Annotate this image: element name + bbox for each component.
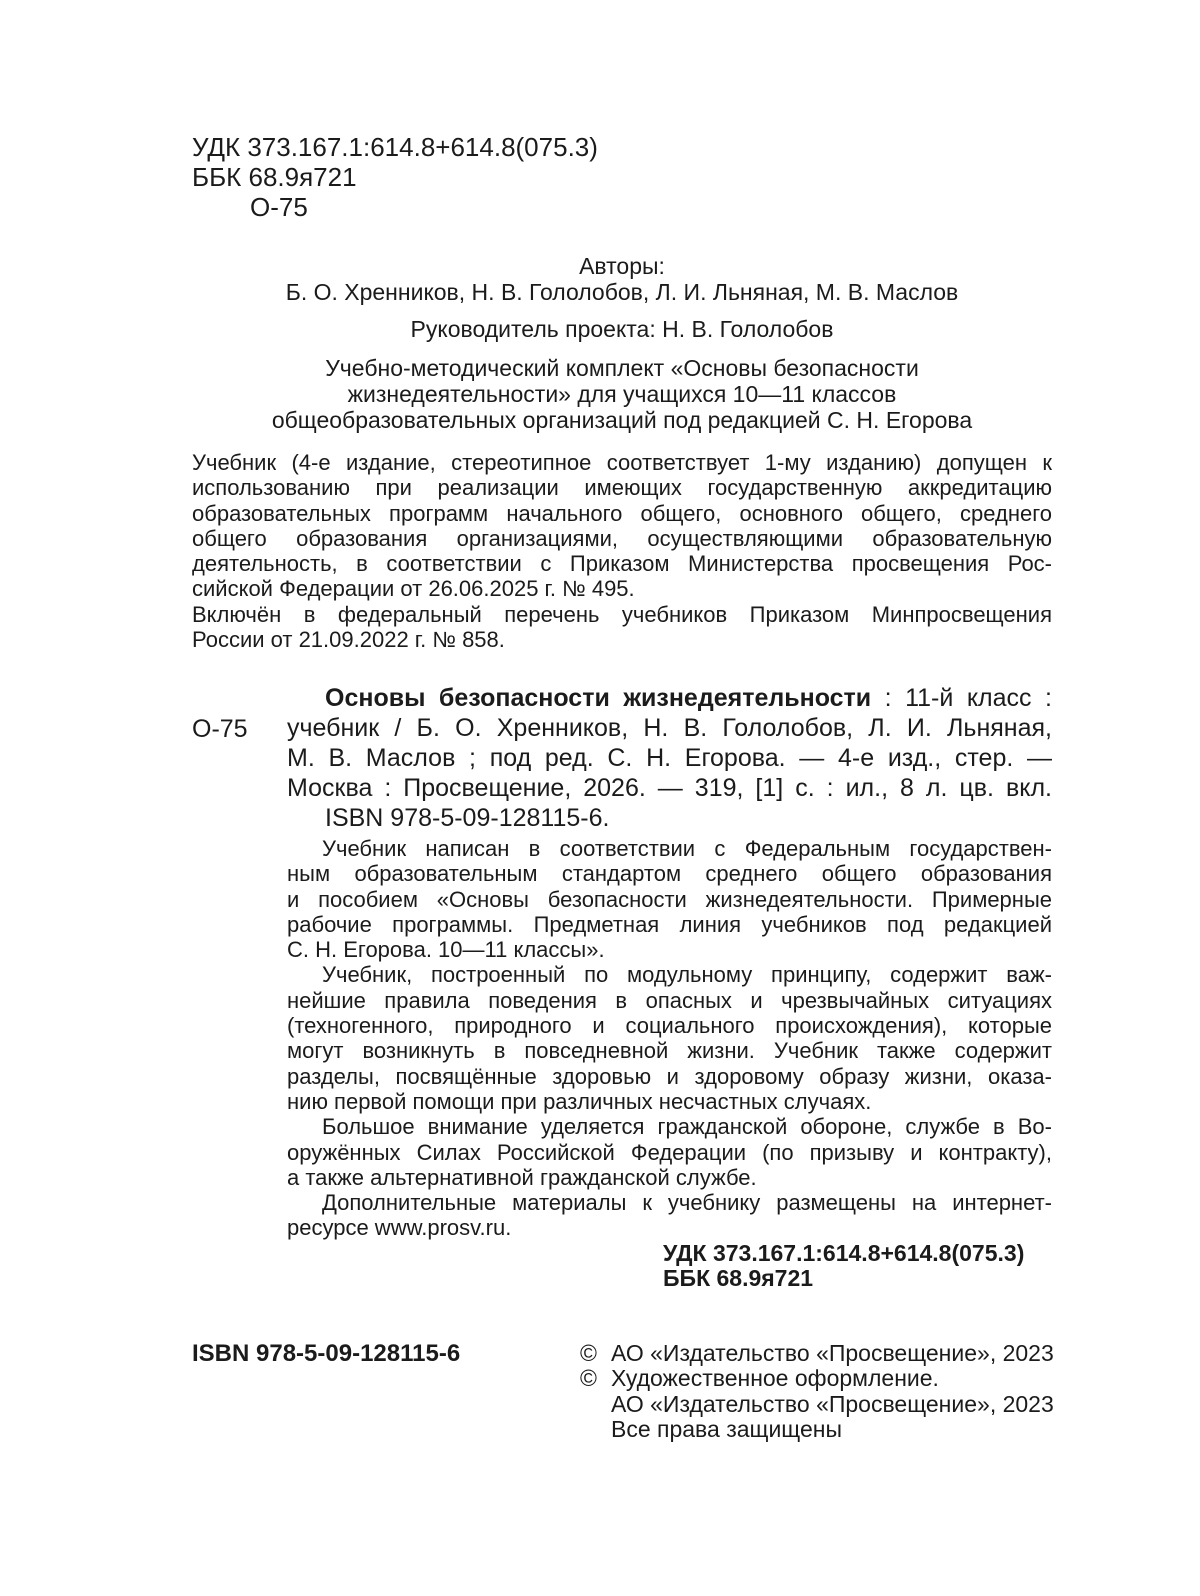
approval-line: общего образования организациями, осуществляющими образовательную xyxy=(192,525,1052,551)
approval-line: использованию при реализации имеющих государственную аккредитацию xyxy=(192,475,1052,501)
copyright-line xyxy=(580,1417,1054,1442)
udk-code-bold: УДК 373.167.1:614.8+614.8(075.3) xyxy=(663,1240,1025,1266)
copyright-line xyxy=(580,1341,1054,1366)
approval-line: Учебник (4-е издание, стереотипное соответствует 1-му изданию) допущен к xyxy=(192,450,1052,475)
copyright-line xyxy=(580,1366,1054,1391)
annotation-line: оружённых Силах Российской Федерации (по призыву и контракту), xyxy=(287,1139,1052,1165)
catalog-line: М. В. Маслов ; под ред. С. Н. Егорова. — 4-е изд., стер. — xyxy=(287,744,1052,772)
bbk-code-bold: ББК 68.9я721 xyxy=(663,1265,814,1292)
copyright-block xyxy=(580,1341,1054,1442)
copyright-symbol: © xyxy=(580,1340,597,1366)
copyright-symbol: © xyxy=(580,1365,597,1392)
annotation-line: могут возникнуть в повседневной жизни. Учебник также содержит xyxy=(287,1038,1052,1064)
copyright-text: АО «Издательство «Просвещение», 2023 xyxy=(611,1340,1054,1366)
annotation-line: а также альтернативной гражданской службе. xyxy=(287,1164,757,1190)
annotation-line: разделы, посвящённые здоровью и здоровому образу жизни, оказа- xyxy=(287,1063,1052,1089)
copyright-text: Все права защищены xyxy=(611,1415,842,1442)
umk-line: жизнедеятельности» для учащихся 10—11 классов xyxy=(347,381,897,407)
umk-line: Учебно-методический комплект «Основы безопасности xyxy=(325,355,919,381)
copyright-text: Художественное оформление. xyxy=(611,1365,939,1392)
annotation-line: (техногенного, природного и социального происхождения), которые xyxy=(287,1013,1052,1039)
catalog-line: Москва : Просвещение, 2026. — 319, [1] с. : ил., 8 л. цв. вкл. xyxy=(287,774,1052,802)
umk-line: общеобразовательных организаций под редакцией С. Н. Егорова xyxy=(271,407,973,433)
book-title: Основы безопасности жизнедеятельности xyxy=(325,684,872,712)
catalog-isbn: ISBN 978-5-09-128115-6. xyxy=(325,804,610,832)
catalog-card-code: О-75 xyxy=(192,715,248,743)
authors-names: Б. О. Хренников, Н. В. Гололобов, Л. И. Льняная, М. В. Маслов xyxy=(285,279,959,305)
annotation-line: ным образовательным стандартом среднего общего образования xyxy=(287,861,1052,887)
annotation-line: Учебник, построенный по модульному принципу, содержит важ- xyxy=(322,962,1052,988)
annotation-line: рабочие программы. Предметная линия учебников под редакцией xyxy=(287,911,1052,937)
authors-section xyxy=(192,253,1052,433)
approval-line: Включён в федеральный перечень учебников Приказом Минпросвещения xyxy=(192,601,1052,627)
annotation-block xyxy=(287,836,1052,1241)
catalog-card xyxy=(192,683,1052,1241)
copyright-symbol xyxy=(580,1417,611,1442)
approval-line: России от 21.09.2022 г. № 858. xyxy=(192,627,505,653)
annotation-line: Учебник написан в соответствии с Федеральным государствен- xyxy=(322,836,1052,861)
book-subtitle: : 11-й класс : xyxy=(871,684,1052,712)
udk-bbk-bold-block xyxy=(663,1241,1024,1292)
author-sign-code: О-75 xyxy=(250,192,308,222)
approval-line: деятельность, в соответствии с Приказом Министерства просвещения Рос- xyxy=(192,551,1052,577)
annotation-line: и пособием «Основы безопасности жизнедеятельности. Примерные xyxy=(287,886,1052,912)
imprint-codes-block xyxy=(192,132,1052,222)
project-lead: Руководитель проекта: Н. В. Гололобов xyxy=(410,316,834,342)
authors-heading: Авторы: xyxy=(579,253,665,279)
approval-line: образовательных программ начального общего, основного общего, среднего xyxy=(192,500,1052,526)
catalog-title-line xyxy=(287,683,1052,713)
bbk-code: ББК 68.9я721 xyxy=(192,162,357,192)
udk-code: УДК 373.167.1:614.8+614.8(075.3) xyxy=(192,132,598,162)
copyright-line xyxy=(580,1392,1054,1417)
annotation-line: нейшие правила поведения в опасных и чрезвычайных ситуациях xyxy=(287,987,1052,1013)
approval-paragraphs xyxy=(192,450,1052,652)
annotation-line: С. Н. Егорова. 10—11 классы». xyxy=(287,937,605,963)
annotation-line: ресурсе www.prosv.ru. xyxy=(287,1215,512,1241)
annotation-line: Дополнительные материалы к учебнику размещены на интернет- xyxy=(322,1190,1052,1216)
catalog-card-body xyxy=(287,683,1052,833)
approval-line: сийской Федерации от 26.06.2025 г. № 495. xyxy=(192,576,635,602)
umk-note xyxy=(192,355,1052,433)
footer-isbn: ISBN 978-5-09-128115-6 xyxy=(192,1340,461,1367)
annotation-line: Большое внимание уделяется гражданской обороне, службе в Во- xyxy=(322,1114,1052,1140)
annotation-line: нию первой помощи при различных несчастных случаях. xyxy=(287,1088,872,1114)
catalog-line: учебник / Б. О. Хренников, Н. В. Гололобов, Л. И. Льняная, xyxy=(287,714,1052,742)
copyright-text: АО «Издательство «Просвещение», 2023 xyxy=(611,1390,1054,1417)
copyright-symbol xyxy=(580,1392,611,1417)
